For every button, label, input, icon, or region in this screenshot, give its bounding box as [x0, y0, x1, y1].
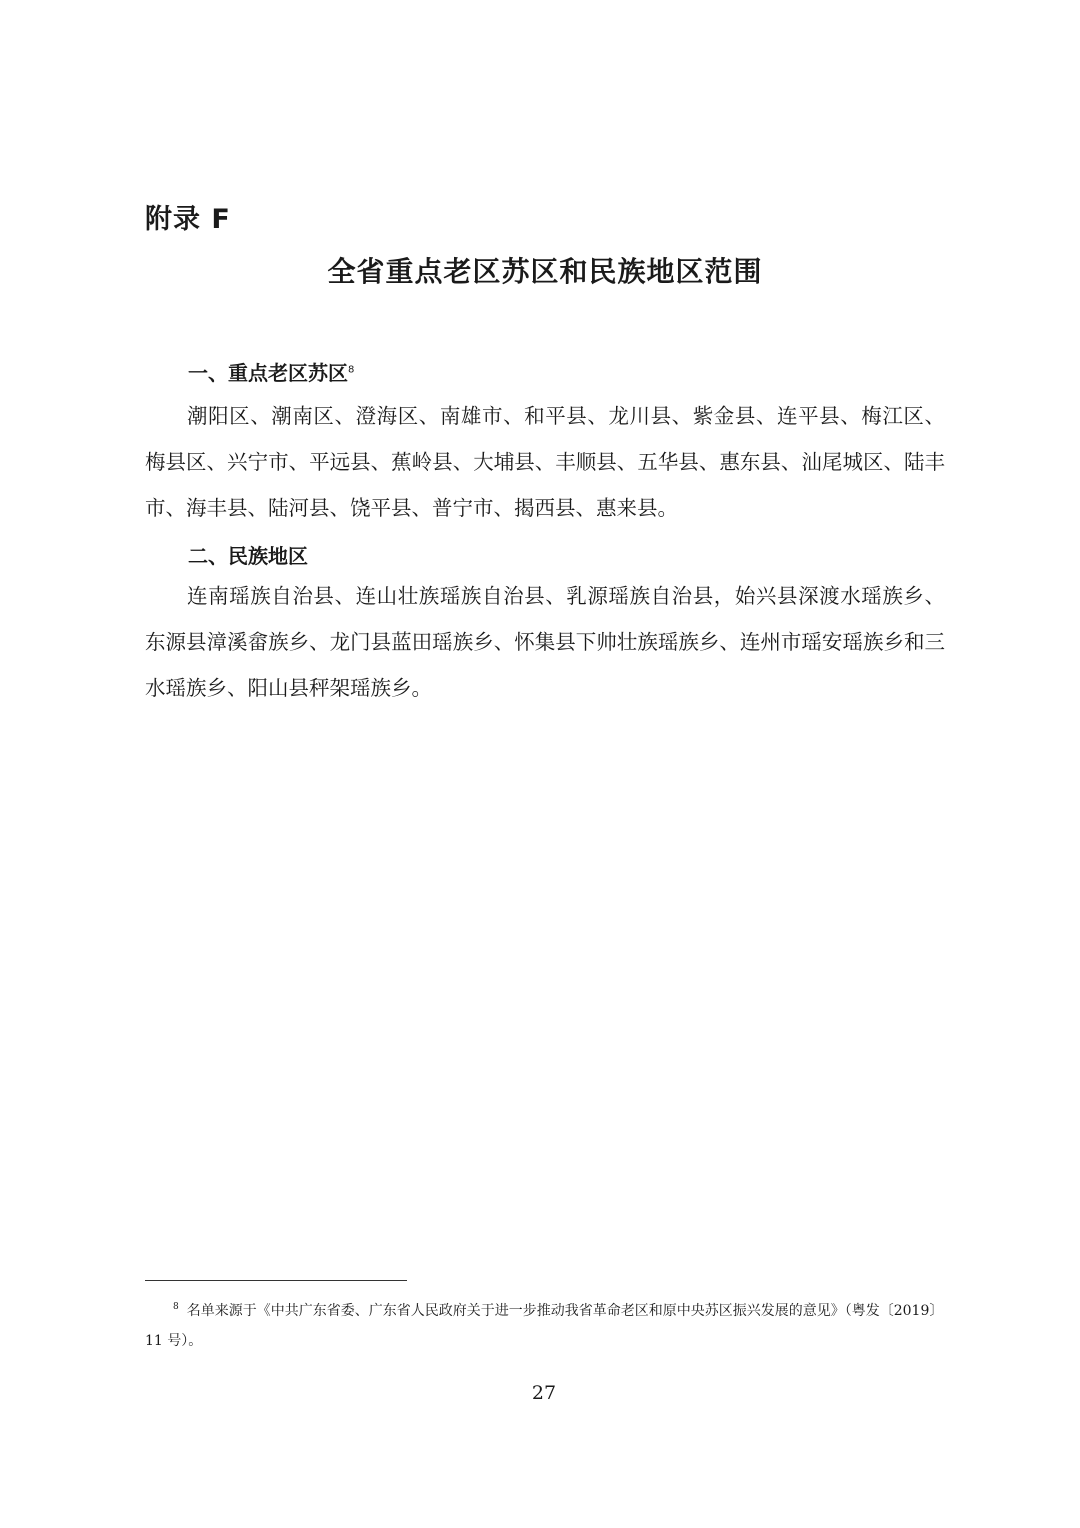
footnote-text: 名单来源于《中共广东省委、广东省人民政府关于进一步推动我省革命老区和原中央苏区振兴发展的意见》（粤发〔2019〕11 号）。: [145, 1303, 944, 1349]
footnote-marker: 8: [173, 1302, 179, 1313]
page-title: 全省重点老区苏区和民族地区范围: [327, 255, 763, 288]
section-heading-text: 二、民族地区: [188, 544, 308, 568]
footnote-reference[interactable]: 8: [348, 364, 355, 376]
section-body-ethnic-areas: 连南瑶族自治县、连山壮族瑶族自治县、乳源瑶族自治县，始兴县深渡水瑶族乡、东源县漳溪畲族乡、龙门县蓝田瑶族乡、怀集县下帅壮族瑶族乡、连州市瑶安瑶族乡和三水瑶族乡、阳山县秤架瑶族乡。: [145, 584, 945, 700]
section-heading-ethnic-areas: [188, 540, 308, 569]
section-heading-old-revolutionary-areas: [188, 357, 354, 386]
appendix-label: 附录 F: [145, 204, 231, 235]
footnote-divider: [145, 1280, 407, 1281]
page-number: 27: [531, 1382, 557, 1404]
footnote: [145, 1296, 945, 1356]
section-body-old-revolutionary-areas: 潮阳区、潮南区、澄海区、南雄市、和平县、龙川县、紫金县、连平县、梅江区、梅县区、兴宁市、平远县、蕉岭县、大埔县、丰顺县、五华县、惠东县、汕尾城区、陆丰市、海丰县、陆河县、饶平县、普宁市、揭西县、惠来县。: [145, 404, 945, 520]
section-heading-text: 一、重点老区苏区: [188, 361, 348, 385]
